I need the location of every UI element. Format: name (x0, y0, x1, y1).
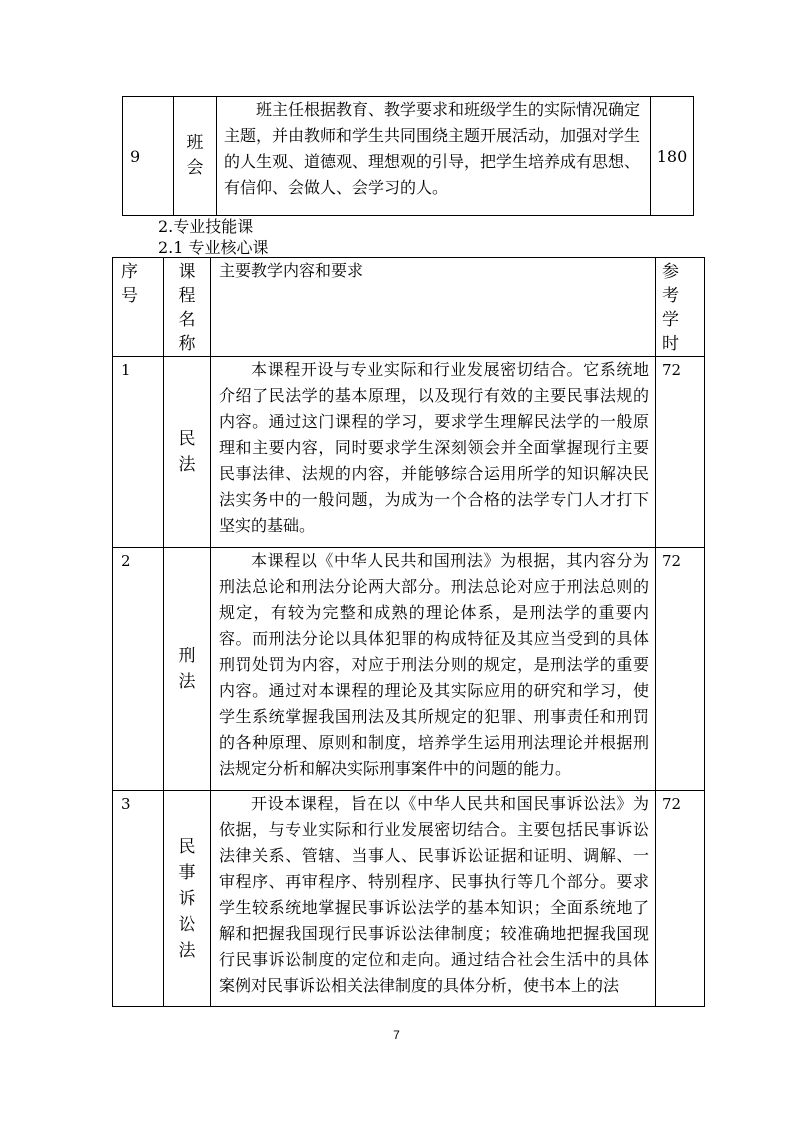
course-name (164, 791, 211, 1007)
header-char: 号 (121, 286, 138, 306)
course-name-char: 讼 (178, 914, 196, 935)
header-char: 考 (662, 286, 679, 306)
table-header-row (113, 258, 705, 357)
course-description: 开设本课程，旨在以《中华人民共和国民事诉讼法》为依据，与专业实际和行业发展密切结合。主要包括民事诉讼法律关系、管辖、当事人、民事诉讼证据和证明、调解、一审程序、再审程序、特别程序、民事执行等几个部分。要求学生较系统地掌握民事诉讼法学的基本知识；全面系统地了解和把握我国现行民事诉讼法律制度；较准确地把握我国现行民事诉讼制度的定位和走向。通过结合社会生活中的具体案例对民事诉讼相关法律制度的具体分析，使书本上的法 (211, 791, 656, 1007)
course-hours: 72 (656, 791, 705, 1007)
header-char: 称 (178, 334, 196, 354)
table-row (113, 791, 705, 1007)
row-number: 1 (113, 357, 164, 548)
course-name-char: 法 (178, 672, 196, 692)
core-course-table (112, 257, 705, 1007)
header-number (113, 258, 164, 357)
table-row (113, 357, 705, 548)
course-name-char: 民 (178, 429, 196, 449)
header-course-name (164, 258, 211, 357)
header-char: 名 (178, 310, 196, 330)
course-description: 本课程开设与专业实际和行业发展密切结合。它系统地介绍了民法学的基本原理，以及现行有效的主要民事法规的内容。通过这门课程的学习，要求学生理解民法学的一般原理和主要内容，同时要求学生深刻领会并全面掌握现行主要民事法律、法规的内容，并能够综合运用所学的知识解决民法实务中的一般问题，为成为一个合格的法学专门人才打下坚实的基础。 (211, 357, 656, 548)
row-number: 2 (113, 548, 164, 791)
course-name (174, 97, 217, 216)
header-char: 时 (662, 334, 679, 354)
header-hours (656, 258, 705, 357)
header-char: 课 (178, 262, 196, 282)
course-description: 班主任根据教育、教学要求和班级学生的实际情况确定主题，并由教师和学生共同围绕主题开展活动，加强对学生的人生观、道德观、理想观的引导，把学生培养成有思想、有信仰、会做人、会学习的人。 (217, 97, 651, 216)
course-name-char: 法 (178, 455, 196, 475)
table-row (123, 97, 694, 216)
header-char: 序 (121, 262, 138, 282)
row-number: 3 (113, 791, 164, 1007)
course-name (164, 357, 211, 548)
course-name-char: 会 (186, 158, 204, 178)
course-table-continued (122, 96, 694, 216)
header-char: 程 (178, 286, 196, 306)
header-description: 主要教学内容和要求 (211, 258, 656, 357)
course-name-char: 班 (186, 133, 204, 153)
course-name-char: 法 (178, 940, 196, 961)
course-name (164, 548, 211, 791)
course-description: 本课程以《中华人民共和国刑法》为根据，其内容分为刑法总论和刑法分论两大部分。刑法总论对应于刑法总则的规定，有较为完整和成熟的理论体系，是刑法学的重要内容。而刑法分论以具体犯罪的构成特征及其应当受到的具体刑罚处罚为内容，对应于刑法分则的规定，是刑法学的重要内容。通过对本课程的理论及其实际应用的研究和学习，使学生系统掌握我国刑法及其所规定的犯罪、刑事责任和刑罚的各种原理、原则和制度，培养学生运用刑法理论并根据刑法规定分析和解决实际刑事案件中的问题的能力。 (211, 548, 656, 791)
course-name-char: 事 (178, 862, 196, 883)
page-number: 7 (393, 1028, 400, 1042)
subsection-heading: 2.1 专业核心课 (158, 238, 269, 257)
table-row (113, 548, 705, 791)
course-name-char: 诉 (178, 888, 196, 909)
course-hours: 72 (656, 548, 705, 791)
header-char: 参 (662, 262, 679, 282)
section-heading: 2.专业技能课 (158, 217, 254, 236)
row-number: 9 (123, 97, 174, 216)
header-char: 学 (662, 310, 679, 330)
course-name-char: 民 (178, 836, 196, 857)
course-hours: 72 (656, 357, 705, 548)
course-hours: 180 (651, 97, 694, 216)
course-name-char: 刑 (178, 646, 196, 666)
